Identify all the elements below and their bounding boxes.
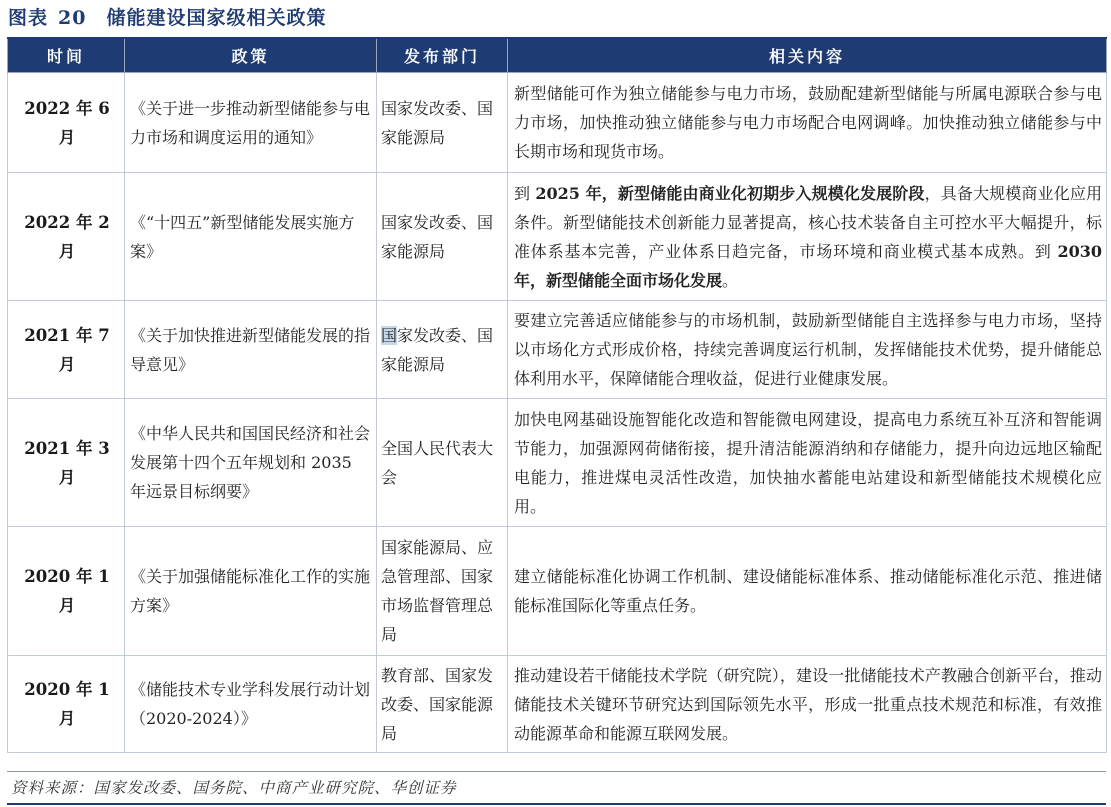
row-policy: 《“十四五”新型储能发展实施方案》	[125, 173, 377, 301]
figure-number: 20	[58, 7, 87, 29]
row-department: 全国人民代表大会	[377, 399, 508, 527]
content-bold-text: 2030 年，新型储能全面市场化发展	[514, 241, 1102, 290]
figure-title	[8, 4, 326, 32]
content-text: 推动建设若干储能技术学院（研究院），建设一批储能技术产教融合创新平台，推动储能技术关键环节研究达到国际领先水平，形成一批重点技术规范和标准，有效推动能源革命和能源互联网发展。	[514, 665, 1102, 743]
header-content: 相关内容	[508, 38, 1107, 73]
row-date: 2021 年 7 月	[8, 301, 125, 399]
row-department: 国家发改委、国家能源局	[377, 73, 508, 173]
row-department: 国家发改委、国家能源局	[377, 173, 508, 301]
policy-table	[7, 37, 1107, 753]
row-content	[508, 73, 1107, 173]
row-department: 教育部、国家发改委、国家能源局	[377, 656, 508, 753]
row-date: 2020 年 1 月	[8, 656, 125, 753]
row-policy: 《中华人民共和国国民经济和社会发展第十四个五年规划和 2035 年远景目标纲要》	[125, 399, 377, 527]
row-date: 2022 年 2 月	[8, 173, 125, 301]
row-date: 2020 年 1 月	[8, 527, 125, 656]
table-row	[8, 173, 1107, 301]
table-header-row	[8, 38, 1107, 73]
figure-title-text: 储能建设国家级相关政策	[106, 7, 327, 29]
row-date: 2022 年 6 月	[8, 73, 125, 173]
table-row	[8, 301, 1107, 399]
table-row	[8, 527, 1107, 656]
content-text: 建立储能标准化协调工作机制、建设储能标准体系、推动储能标准化示范、推进储能标准国际化等重点任务。	[514, 567, 1102, 615]
row-department: 国家能源局、应急管理部、国家市场监督管理总局	[377, 527, 508, 656]
source-note: 资料来源：国家发改委、国务院、中商产业研究院、华创证券	[7, 771, 1106, 805]
content-text: 。	[722, 270, 739, 290]
selected-text-highlight[interactable]: 国	[381, 325, 398, 345]
row-content	[508, 173, 1107, 301]
row-policy: 《关于加强储能标准化工作的实施方案》	[125, 527, 377, 656]
header-policy: 政策	[125, 38, 377, 73]
row-policy: 《储能技术专业学科发展行动计划（2020-2024）》	[125, 656, 377, 753]
row-content	[508, 656, 1107, 753]
department-text: 家发改委、国家能源局	[381, 325, 494, 374]
row-content	[508, 527, 1107, 656]
row-content	[508, 301, 1107, 399]
content-text: 到	[514, 183, 536, 203]
row-policy: 《关于进一步推动新型储能参与电力市场和调度运用的通知》	[125, 73, 377, 173]
table-row	[8, 656, 1107, 753]
content-text: 新型储能可作为独立储能参与电力市场，鼓励配建新型储能与所属电源联合参与电力市场，加快推动独立储能参与电力市场配合电网调峰。加快推动独立储能参与中长期市场和现货市场。	[514, 84, 1102, 161]
content-bold-text: 2025 年，新型储能由商业化初期步入规模化发展阶段	[535, 183, 925, 203]
row-department	[377, 301, 508, 399]
header-time: 时间	[8, 38, 125, 73]
content-text: 要建立完善适应储能参与的市场机制，鼓励新型储能自主选择参与电力市场，坚持以市场化方式形成价格，持续完善调度运行机制，发挥储能技术优势，提升储能总体利用水平，保障储能合理收益，促进行业健康发展。	[514, 311, 1102, 388]
content-text: ，具备大规模商业化应用条件。新型储能技术创新能力显著提高，核心技术装备自主可控水平大幅提升，标准体系基本完善，产业体系日趋完备，市场环境和商业模式基本成熟。到	[514, 183, 1102, 261]
figure-label: 图表	[8, 7, 49, 29]
row-content	[508, 399, 1107, 527]
header-department: 发布部门	[377, 38, 508, 73]
row-policy: 《关于加快推进新型储能发展的指导意见》	[125, 301, 377, 399]
content-text: 加快电网基础设施智能化改造和智能微电网建设，提高电力系统互补互济和智能调节能力，加强源网荷储衔接，提升清洁能源消纳和存储能力，提升向边远地区输配电能力，推进煤电灵活性改造，加快抽水蓄能电站建设和新型储能技术规模化应用。	[514, 409, 1102, 516]
table-row	[8, 73, 1107, 173]
table-row	[8, 399, 1107, 527]
row-date: 2021 年 3 月	[8, 399, 125, 527]
